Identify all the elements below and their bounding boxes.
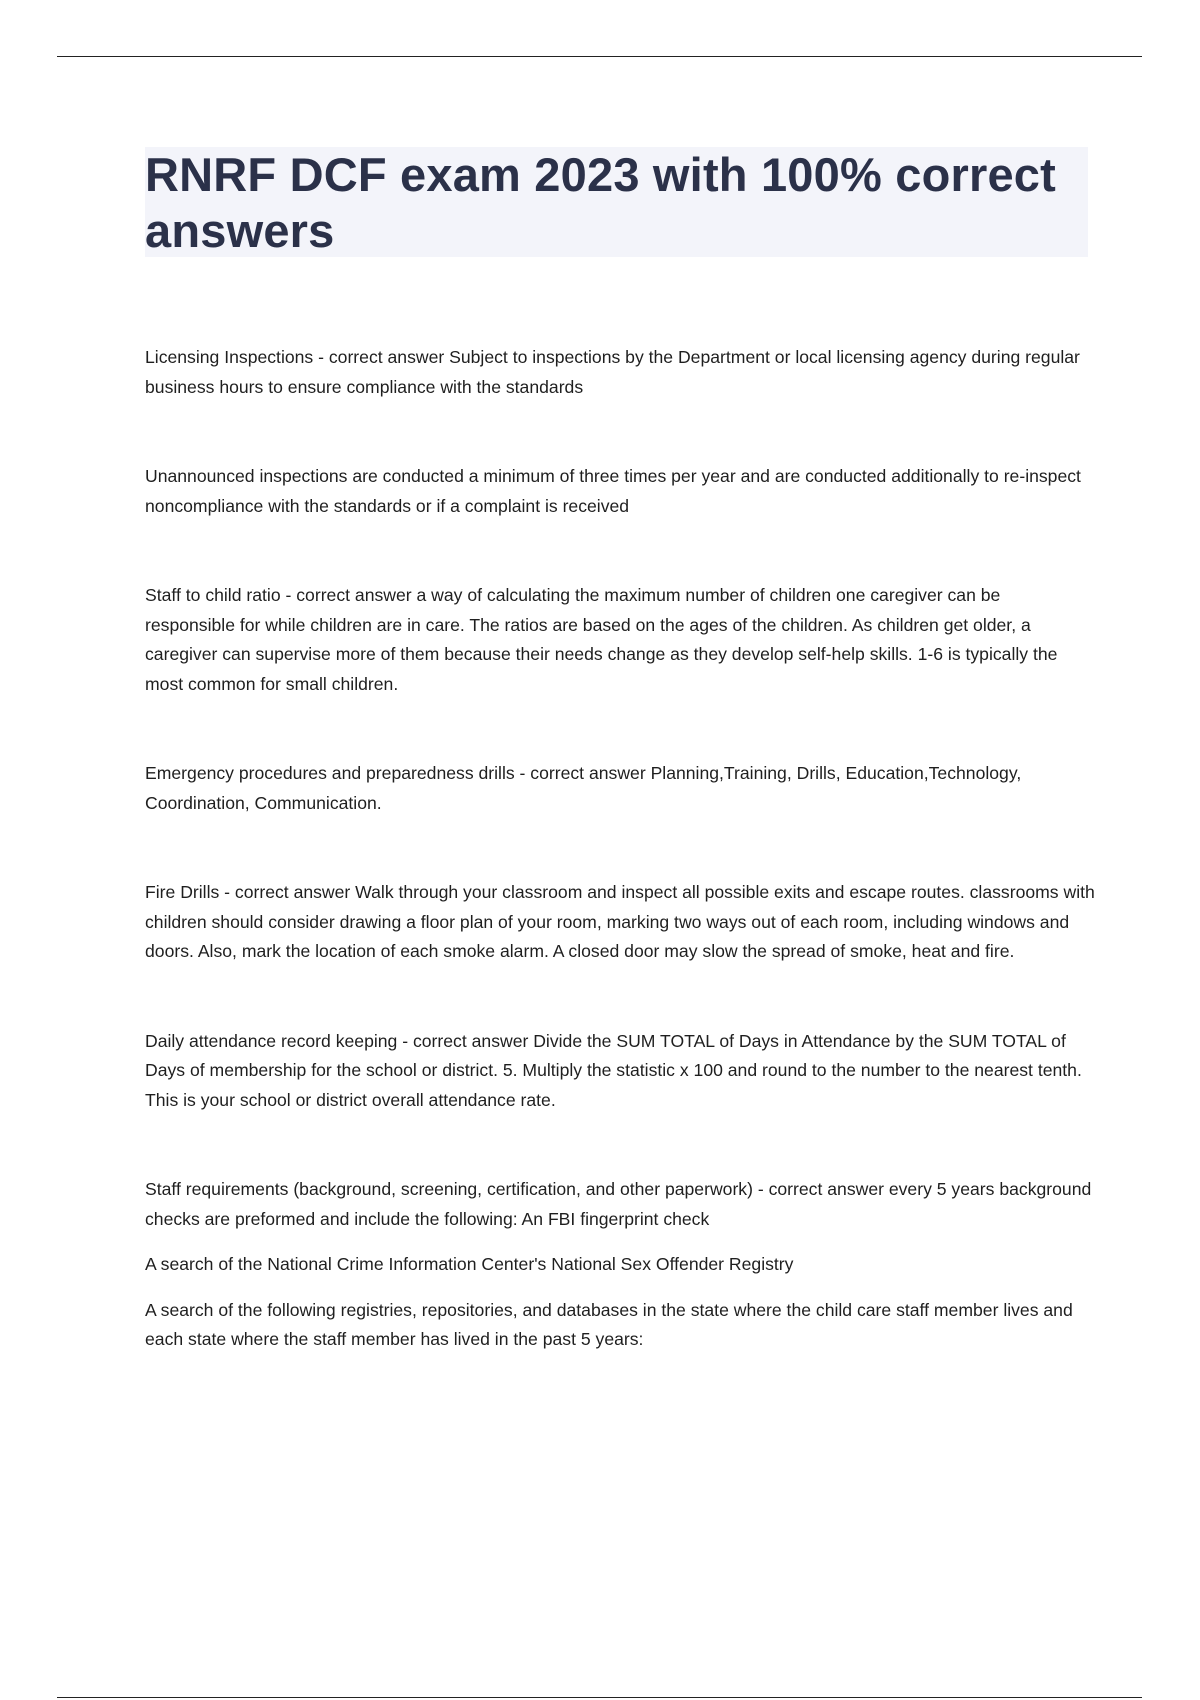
document-title: RNRF DCF exam 2023 with 100% correct answers: [145, 148, 1056, 257]
paragraph-staff-requirements: Staff requirements (background, screening, certification, and other paperwork) - correct answer every 5 years background checks are preformed and include the following: An FBI fingerprint check: [145, 1179, 1092, 1229]
document-body: [145, 343, 1095, 1355]
paragraph-unannounced-inspections: Unannounced inspections are conducted a minimum of three times per year and are conducted additionally to re-inspect noncompliance with the standards or if a complaint is received: [145, 466, 1081, 516]
page-bottom-rule: [57, 1697, 1142, 1698]
title-block: [145, 147, 1088, 257]
paragraph-fire-drills: Fire Drills - correct answer Walk through your classroom and inspect all possible exits and escape routes. classrooms with children should consider drawing a floor plan of your room, marking two ways out of each room, including windows and doors. Also, mark the location of each smoke alarm. A closed door may slow the spread of smoke, heat and fire.: [145, 882, 1095, 961]
paragraph-emergency-procedures: Emergency procedures and preparedness drills - correct answer Planning,Training, Drills, Education,Technology, Coordination, Communication.: [145, 763, 1022, 813]
paragraph-daily-attendance: Daily attendance record keeping - correct answer Divide the SUM TOTAL of Days in Attendance by the SUM TOTAL of Days of membership for the school or district. 5. Multiply the statistic x 100 and round to the number to the nearest tenth. This is your school or district overall attendance rate.: [145, 1030, 1082, 1110]
paragraph-licensing-inspections: Licensing Inspections - correct answer Subject to inspections by the Department or local licensing agency during regular business hours to ensure compliance with the standards: [145, 347, 1080, 397]
paragraph-staff-child-ratio: Staff to child ratio - correct answer a way of calculating the maximum number of children one caregiver can be responsible for while children are in care. The ratios are based on the ages of the children. As children get older, a caregiver can supervise more of them because their needs change as they develop self-help skills. 1-6 is typically the most common for small children.: [145, 585, 1058, 694]
paragraph-state-registries: A search of the following registries, repositories, and databases in the state where the child care staff member lives and each state where the staff member has lived in the past 5 years:: [145, 1299, 1073, 1349]
page-top-rule: [57, 56, 1142, 57]
paragraph-sex-offender-registry: A search of the National Crime Information Center's National Sex Offender Registry: [145, 1254, 794, 1274]
